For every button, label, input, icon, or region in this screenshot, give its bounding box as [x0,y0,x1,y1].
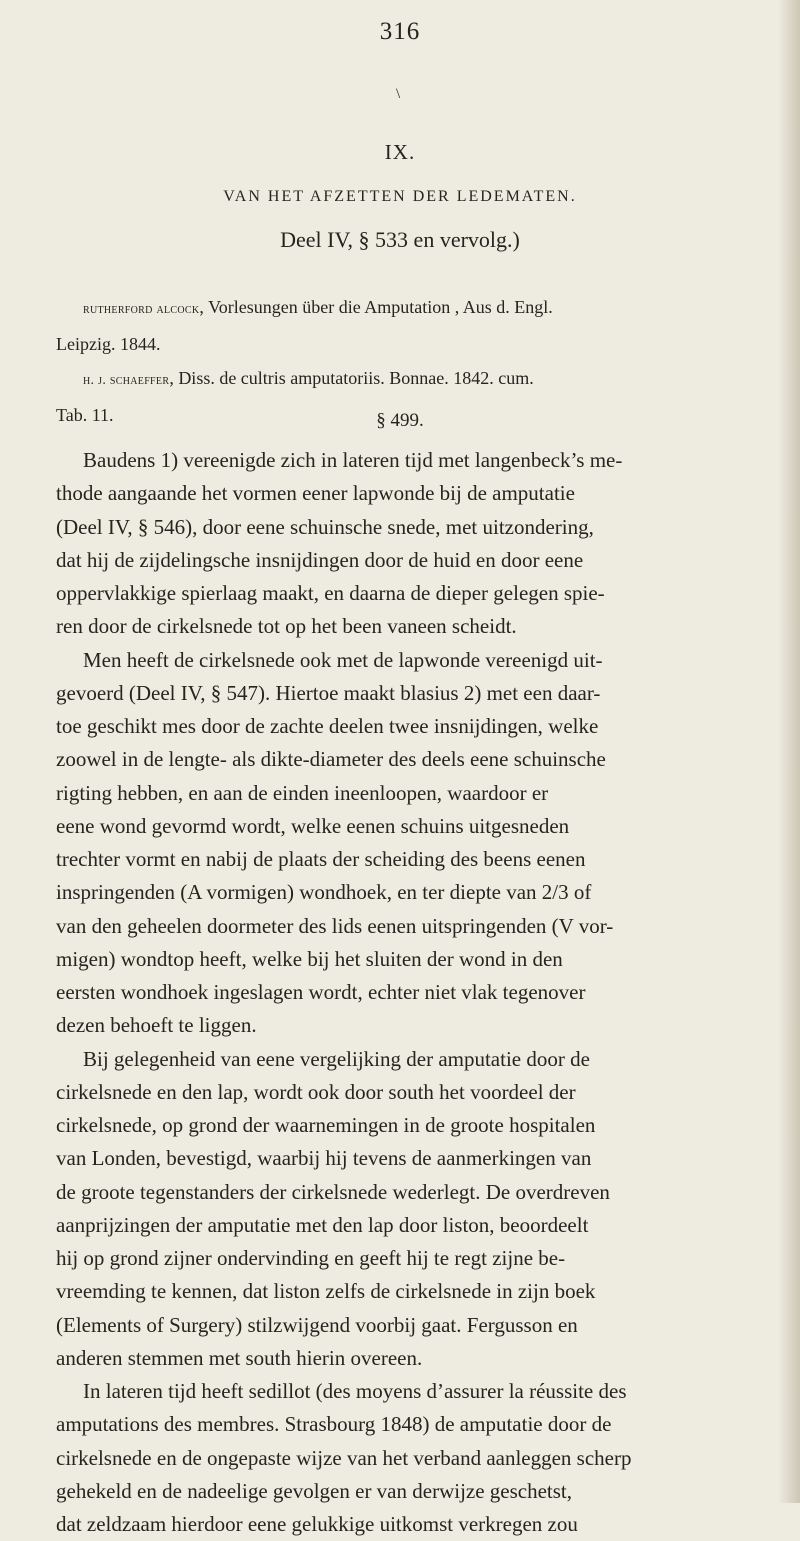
body-line: eene wond gevormd wordt, welke eenen schuins uitgesneden [56,813,570,838]
reference-author: rutherford alcock [83,302,200,317]
body-line: ren door de cirkelsnede tot op het been vaneen scheidt. [56,614,517,639]
body-line: aanprijzingen der amputatie met den lap door liston, beoordeelt [56,1212,589,1237]
reference-1-continued: Leipzig. 1844. [56,334,161,354]
body-line: trechter vormt en nabij de plaats der scheiding des beens eenen [56,847,586,871]
body-line: cirkelsnede, op grond der waarnemingen in de groote hospitalen [56,1113,596,1137]
body-line: (Elements of Surgery) stilzwijgend voorbij gaat. Fergusson en [56,1312,578,1337]
body-line: (Deel IV, § 546), door eene schuinsche snede, met uitzondering, [56,514,594,539]
body-line: cirkelsnede en den lap, wordt ook door south het voordeel der [56,1079,576,1104]
body-line: In lateren tijd heeft sedillot (des moyens d’assurer la réussite des [83,1379,627,1403]
body-line: rigting hebben, en aan de einden ineenloopen, waardoor er [56,780,549,805]
body-line: hij op grond zijner ondervinding en geeft hij te regt zijne be- [56,1246,566,1270]
body-line: cirkelsnede en de ongepaste wijze van het verband aanleggen scherp [56,1445,632,1470]
body-line: oppervlakkige spierlaag maakt, en daarna de dieper gelegen spie- [56,581,605,605]
body-line: van den geheelen doormeter des lids eenen uitspringenden (V vor- [56,913,614,938]
body-text [56,444,756,1541]
body-line: inspringenden (A vormigen) wondhoek, en ter diepte van 2/3 of [56,880,592,905]
body-line: Men heeft de cirkelsnede ook met de lapwonde vereenigd uit- [83,647,603,672]
chapter-number: IX. [384,140,416,164]
body-line: migen) wondtop heeft, welke bij het sluiten der wond in den [56,946,563,971]
body-line: thode aangaande het vormen eener lapwonde bij de amputatie [56,481,575,506]
reference-author: h. j. schaeffer [83,373,170,388]
reference-1 [56,290,746,327]
chapter-subtitle: Deel IV, § 533 en vervolg.) [280,227,520,252]
body-line: Baudens 1) vereenigde zich in lateren tijd met langenbeck’s me- [83,448,623,472]
body-line: eersten wondhoek ingeslagen wordt, echter niet vlak tegenover [56,980,586,1004]
body-line: van Londen, bevestigd, waarbij hij tevens de aanmerkingen van [56,1146,592,1171]
body-line: gehekeld en de nadeelige gevolgen er van derwijze geschetst, [56,1478,573,1503]
body-line: gevoerd (Deel IV, § 547). Hiertoe maakt blasius 2) met een daar- [56,680,601,705]
body-line: Bij gelegenheid van eene vergelijking der amputatie door de [83,1046,590,1071]
body-line: de groote tegenstanders der cirkelsnede wederlegt. De overdreven [56,1179,610,1204]
page-number: 316 [379,18,421,45]
chapter-title: VAN HET AFZETTEN DER LEDEMATEN. [223,188,577,205]
section-number: § 499. [376,410,424,431]
body-line: anderen stemmen met south hierin overeen. [56,1345,423,1370]
body-line: zoowel in de lengte- als dikte-diameter des deels eene schuinsche [56,747,606,772]
body-line: dezen behoeft te liggen. [56,1013,257,1038]
reference-text: , Vorlesungen über die Amputation , Aus d. Engl. [199,297,553,317]
reference-text: , Diss. de cultris amputatoriis. Bonnae. 1842. cum. [169,368,534,388]
reference-2-continued: Tab. 11. [56,405,114,425]
reference-2 [56,361,746,398]
page-edge-shadow [778,0,800,1503]
body-line: amputations des membres. Strasbourg 1848) de amputatie door de [56,1412,612,1437]
body-line: vreemding te kennen, dat liston zelfs de cirkelsnede in zijn boek [56,1279,596,1304]
body-line: toe geschikt mes door de zachte deelen twee insnijdingen, welke [56,714,599,738]
body-line: dat hij de zijdelingsche insnijdingen door de huid en door eene [56,547,584,572]
margin-mark: \ [396,86,401,102]
body-line: dat zeldzaam hierdoor eene gelukkige uitkomst verkregen zou [56,1512,578,1536]
